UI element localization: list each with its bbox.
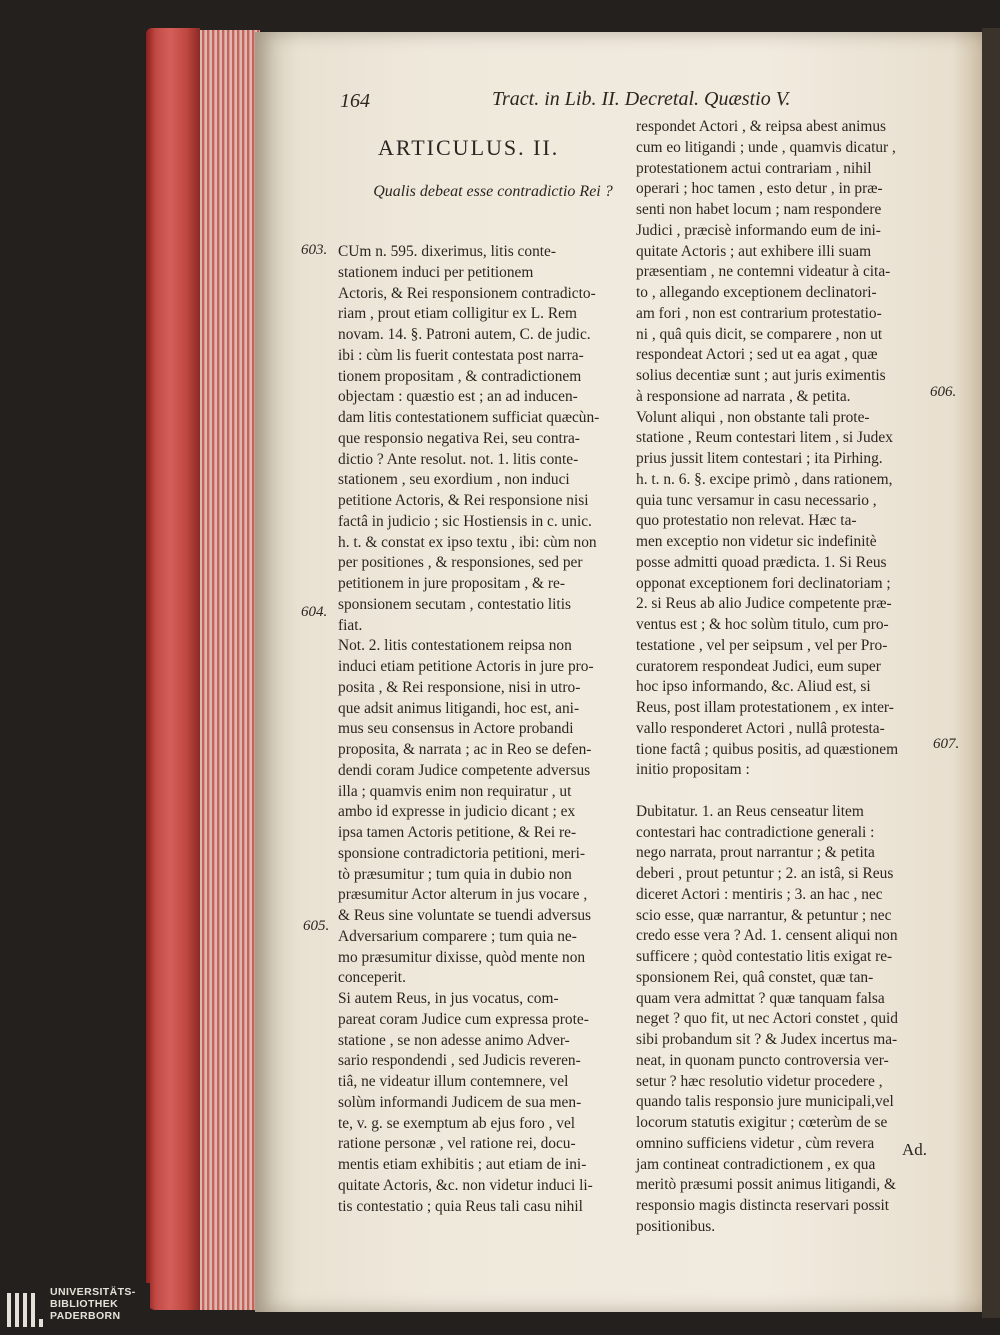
text-line: 2. si Reus ab alio Judice competente præ- bbox=[636, 595, 892, 613]
margin-number-607: 607. bbox=[933, 736, 960, 752]
text-line: statione , se non adesse animo Adver- bbox=[338, 1031, 570, 1049]
text-line: men exceptio non videtur sic indefinitè bbox=[636, 533, 877, 550]
text-line: tione factâ ; quibus positis, ad quæstionem bbox=[636, 740, 899, 758]
page-gutter-shadow bbox=[982, 28, 1000, 1318]
library-name-line3: PADERBORN bbox=[50, 1310, 121, 1322]
text-line: Reus, post illam protestationem , ex inter- bbox=[636, 699, 894, 716]
text-line: sario respondendi , sed Judicis reveren- bbox=[338, 1052, 581, 1070]
text-line: statione , Reum contestari litem , si Judex bbox=[636, 429, 893, 447]
text-line: neat, in quonam puncto controversia ver- bbox=[636, 1051, 889, 1069]
text-line: tiâ, ne videatur illum contemnere, vel bbox=[338, 1073, 569, 1090]
text-line: stationem , seu exordium , non induci bbox=[338, 471, 570, 489]
text-line: vallo responderet Actori , nullâ protesta- bbox=[636, 719, 885, 737]
text-line: per positiones , & responsiones, sed per bbox=[338, 554, 583, 572]
margin-number-604: 604. bbox=[301, 604, 328, 620]
text-line: fiat. bbox=[338, 616, 363, 634]
library-name-line1: UNIVERSITÄTS- bbox=[50, 1286, 136, 1298]
text-line: locorum statutis exigitur ; cœterùm de se bbox=[636, 1114, 888, 1131]
text-line: novam. 14. §. Patroni autem, C. de judic. bbox=[338, 326, 591, 343]
text-line: sponsione contradictoria petitioni, meri- bbox=[338, 844, 586, 862]
text-line: posse admitti quoad prædicta. 1. Si Reus bbox=[636, 553, 887, 571]
text-line: quam vera admittat ? quæ tanquam falsa bbox=[636, 989, 885, 1007]
text-line: h. t. & constat ex ipso textu , ibi: cùm non bbox=[338, 533, 597, 551]
text-line: responsio magis distincta reservari possit bbox=[636, 1197, 890, 1214]
text-line: diceret Actori : mentiris ; 3. an hac , nec bbox=[636, 885, 883, 903]
text-line: petitionem in jure propositam , & re- bbox=[338, 575, 565, 592]
library-name-line2: BIBLIOTHEK bbox=[50, 1298, 119, 1310]
text-line: posita , & Rei responsione, nisi in utro- bbox=[338, 678, 581, 696]
text-line: Dubitatur. 1. an Reus censeatur litem bbox=[636, 802, 864, 820]
text-line: præsumitur Actor alterum in jus vocare , bbox=[338, 886, 588, 904]
text-line: am fori , non est contrarium protestatio- bbox=[636, 304, 882, 322]
text-line: ipsa tamen Actoris petitione, & Rei re- bbox=[338, 824, 577, 841]
question-title: Qualis debeat esse contradictio Rei ? bbox=[373, 183, 613, 200]
catch-word: Ad. bbox=[902, 1140, 928, 1159]
text-line: curatorem respondeat Judici, eum super bbox=[636, 657, 881, 675]
text-line: factâ in judicio ; sic Hostiensis in c. unic. bbox=[338, 512, 592, 530]
text-line: positionibus. bbox=[636, 1217, 716, 1235]
text-line: setur ? hæc resolutio videtur procedere , bbox=[636, 1072, 883, 1090]
text-line: dendi coram Judice competente adversus bbox=[338, 761, 591, 779]
text-line: Adversarium comparere ; tum quia ne- bbox=[338, 927, 577, 945]
text-line: riam , prout etiam colligitur ex L. Rem bbox=[338, 305, 577, 323]
page-edges bbox=[200, 30, 260, 1310]
text-line: dam litis contestationem sufficiat quæcùn- bbox=[338, 409, 600, 426]
text-line: stationem induci per petitionem bbox=[338, 263, 534, 281]
text-line: credo esse vera ? Ad. 1. censent aliqui non bbox=[636, 927, 898, 945]
text-line: tò præsumitur ; tum quia in dubio non bbox=[338, 865, 572, 883]
text-line: initio propositam : bbox=[636, 761, 750, 779]
text-line: cum eo litigandi ; unde , quamvis dicatur , bbox=[636, 138, 896, 156]
text-line: conceperit. bbox=[338, 969, 406, 987]
text-line: ratione personæ , vel ratione rei, docu- bbox=[338, 1135, 576, 1153]
text-line: sponsionem Rei, quâ constet, quæ tan- bbox=[636, 968, 874, 986]
text-line: præsentiam , ne contemni videatur à cita- bbox=[636, 263, 891, 281]
text-line: contestari hac contradictione generali : bbox=[636, 823, 875, 841]
text-line: quitate Actoris, &c. non videtur induci li- bbox=[338, 1176, 593, 1194]
text-line: que responsio negativa Rei, seu contra- bbox=[338, 429, 580, 447]
text-line: illa ; quamvis enim non requiratur , ut bbox=[338, 782, 572, 800]
text-line: Volunt aliqui , non obstante tali prote- bbox=[636, 408, 870, 426]
text-line: operari ; hoc tamen , esto detur , in præ- bbox=[636, 180, 883, 198]
text-line: induci etiam petitione Actoris in jure pro- bbox=[338, 658, 594, 675]
library-logo-icon bbox=[5, 1289, 45, 1329]
text-line: protestationem actui contrariam , nihil bbox=[636, 159, 872, 177]
text-line: omnino sufficiens videtur , cùm revera bbox=[636, 1134, 875, 1152]
text-line: mus seu consensus in Actore probandi bbox=[338, 720, 574, 738]
margin-number-605: 605. bbox=[303, 918, 330, 934]
text-line: objectam : quæstio est ; an ad inducen- bbox=[338, 388, 578, 406]
text-line: quitate Actoris ; aut exhibere illi suam bbox=[636, 242, 872, 260]
text-line: opponat exceptionem fori declinatoriam ; bbox=[636, 574, 891, 592]
text-line: prius jussit litem contestari ; ita Pirhing. bbox=[636, 450, 883, 467]
text-line: neget ? quo fit, ut nec Actori constet , quid bbox=[636, 1010, 899, 1028]
text-line: respondet Actori , & reipsa abest animus bbox=[636, 118, 887, 135]
text-line: solùm informandi Judicem de sua men- bbox=[338, 1093, 582, 1111]
text-line: testatione , vel per seipsum , vel per Pro- bbox=[636, 636, 888, 654]
text-line: ni , quâ quis dicit, se comparere , non ut bbox=[636, 325, 883, 343]
text-line: sufficere ; quòd contestatio litis exigat re- bbox=[636, 948, 893, 965]
text-line: scio esse, quæ narrantur, & petuntur ; nec bbox=[636, 906, 892, 924]
text-column-left bbox=[338, 242, 628, 1217]
text-line: quo protestatio non relevat. Hæc ta- bbox=[636, 512, 857, 530]
text-line: sibi probandum sit ? & Judex incertus ma- bbox=[636, 1031, 898, 1048]
text-line: solius decentiæ sunt ; aut juris eximentis bbox=[636, 367, 886, 384]
text-line: te, v. g. se exemptum ab ejus foro , vel bbox=[338, 1114, 576, 1132]
running-title: Tract. in Lib. II. Decretal. Quæstio V. bbox=[492, 88, 791, 110]
book-edge-red bbox=[146, 28, 200, 1310]
text-line: sponsionem secutam , contestatio litis bbox=[338, 595, 571, 613]
text-line: hoc ipso informando, &c. Aliud est, si bbox=[636, 678, 871, 696]
text-column-right bbox=[636, 117, 928, 1238]
text-line: mo præsumitur dixisse, quòd mente non bbox=[338, 948, 586, 966]
text-line: h. t. n. 6. §. excipe primò , dans rationem, bbox=[636, 470, 893, 488]
text-line: pareat coram Judice cum expressa prote- bbox=[338, 1010, 589, 1028]
text-line: mentis etiam exhibitis ; aut etiam de ini- bbox=[338, 1156, 587, 1173]
text-line: ambo id expresse in judicio dicant ; ex bbox=[338, 803, 576, 821]
text-line: & Reus sine voluntate se tuendi adversus bbox=[338, 907, 592, 924]
text-line: senti non habet locum ; nam respondere bbox=[636, 201, 882, 218]
text-line: nego narrata, prout narrantur ; & petita bbox=[636, 844, 875, 862]
library-name bbox=[50, 1286, 136, 1322]
page-number: 164 bbox=[340, 90, 370, 112]
text-line: quando talis responsio jure municipali,vel bbox=[636, 1093, 894, 1111]
text-line bbox=[636, 781, 928, 802]
text-line: jam contineat contradictionem , ex qua bbox=[636, 1155, 876, 1173]
text-line: to , allegando exceptionem declinatori- bbox=[636, 284, 877, 301]
text-line: meritò præsumi possit animus litigandi, & bbox=[636, 1176, 896, 1194]
text-line: Si autem Reus, in jus vocatus, com- bbox=[338, 990, 559, 1007]
text-line: petitione Actoris, & Rei responsione nisi bbox=[338, 492, 589, 509]
text-line: respondeat Actori ; sed ut ea agat , quæ bbox=[636, 346, 878, 364]
text-line: ventus est ; & hoc solùm titulo, cum pro- bbox=[636, 616, 889, 633]
text-line: tionem propositam , & contradictionem bbox=[338, 367, 582, 385]
text-line: proposita, & narrata ; ac in Reo se defen- bbox=[338, 741, 592, 758]
text-line: dictio ? Ante resolut. not. 1. litis conte- bbox=[338, 450, 579, 468]
text-line: Not. 2. litis contestationem reipsa non bbox=[338, 637, 572, 655]
margin-number-603: 603. bbox=[301, 242, 328, 258]
text-line: tis contestatio ; quia Reus tali casu nihil bbox=[338, 1197, 583, 1215]
text-line: deberi , prout petuntur ; 2. an istâ, si Reus bbox=[636, 865, 894, 882]
text-line: à responsione ad narrata , & petita. bbox=[636, 387, 851, 405]
text-line: quia tunc versamur in casu necessario , bbox=[636, 491, 877, 509]
text-line: ibi : cùm lis fuerit contestata post narra- bbox=[338, 346, 584, 364]
text-line: Actoris, & Rei responsionem contradicto- bbox=[338, 284, 596, 302]
text-line: Judici , præcisè informando eum de ini- bbox=[636, 221, 881, 239]
text-line: que adsit animus litigandi, hoc est, ani- bbox=[338, 699, 580, 717]
margin-number-606: 606. bbox=[930, 384, 957, 400]
text-line: CUm n. 595. dixerimus, litis conte- bbox=[338, 243, 557, 260]
article-title: ARTICULUS. II. bbox=[378, 135, 560, 160]
